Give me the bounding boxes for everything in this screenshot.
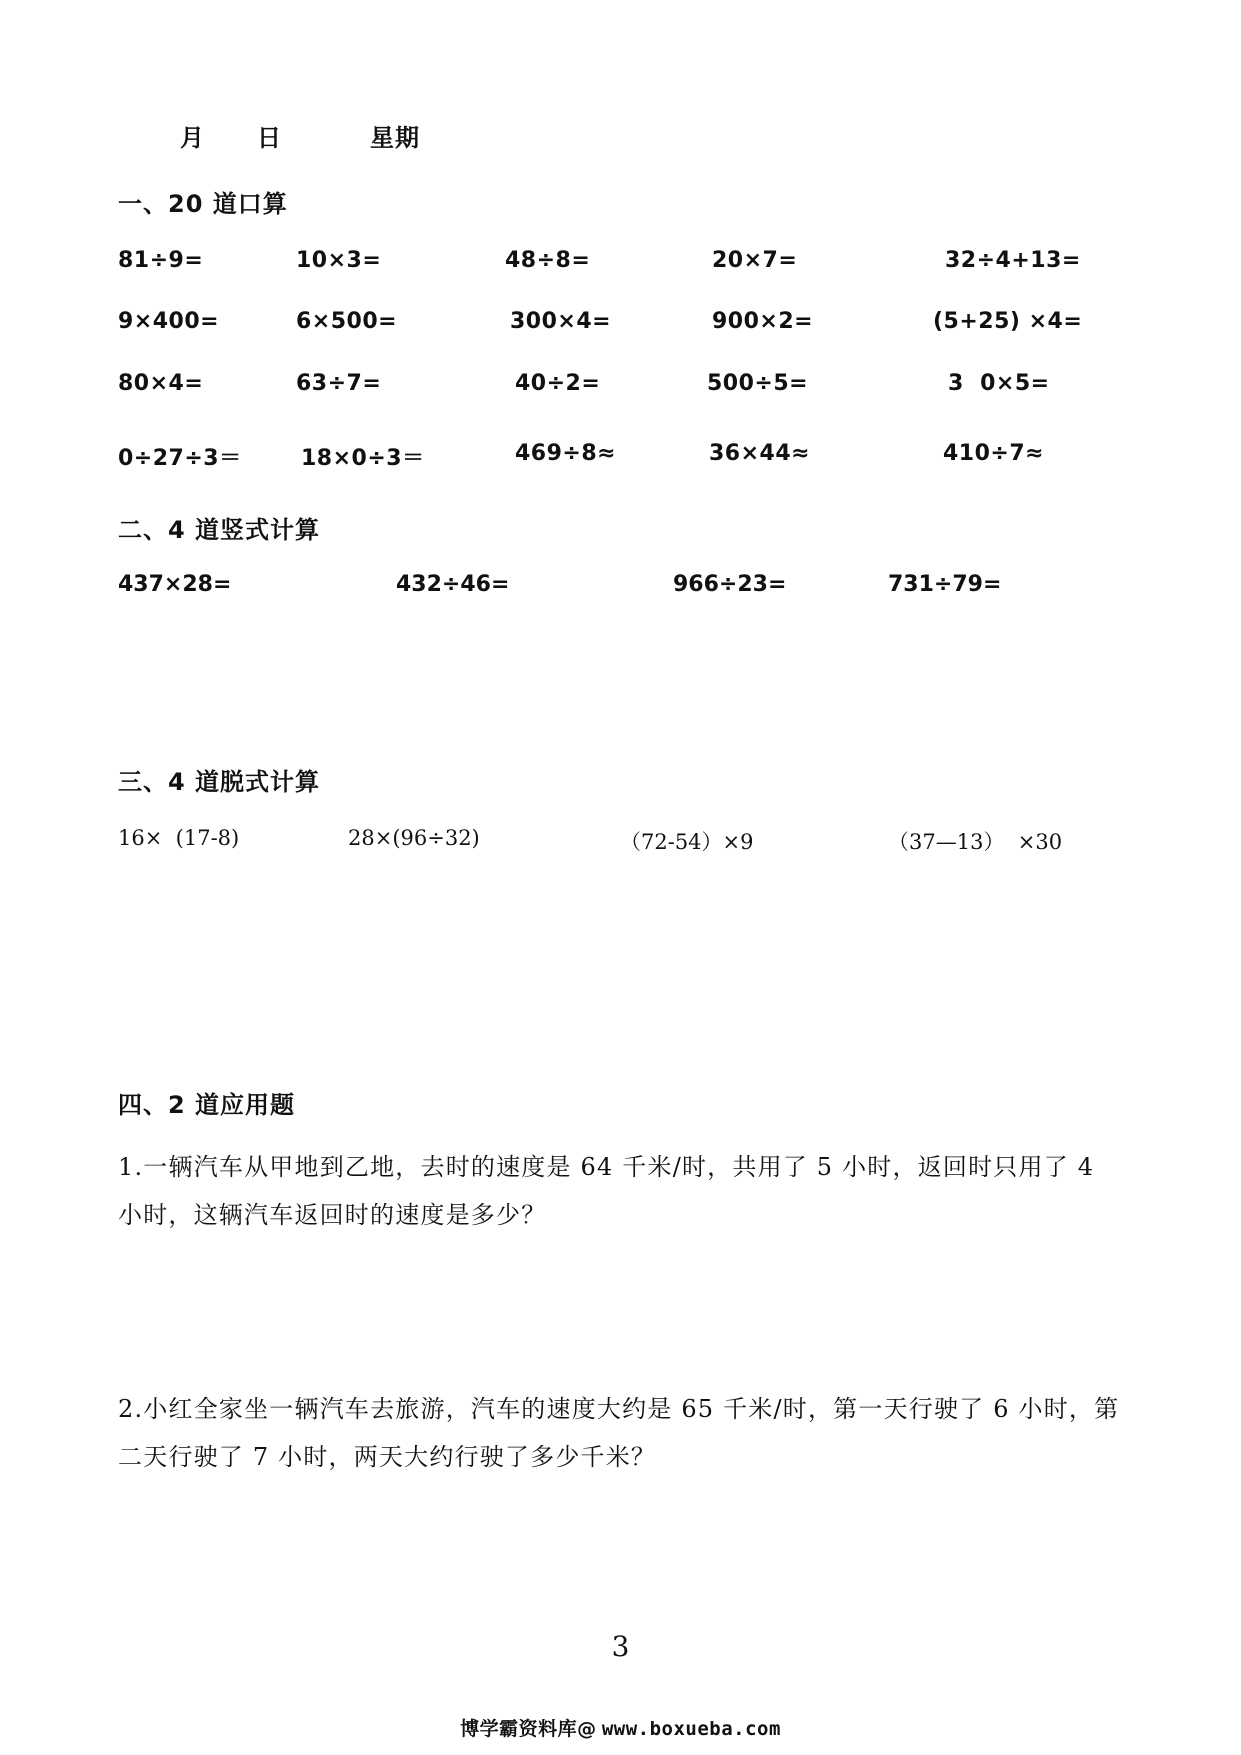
- step-problem: （37—13） ×30: [888, 830, 1063, 854]
- oral-problem: 48÷8=: [505, 248, 591, 273]
- section-word-title: 四、2 道应用题: [118, 1091, 296, 1119]
- oral-problem: 6×500=: [296, 309, 398, 334]
- oral-problem: 300×4=: [510, 309, 612, 334]
- oral-problem: (5+25) ×4=: [933, 309, 1083, 334]
- oral-problem: 500÷5=: [707, 371, 809, 396]
- section-oral-title: 一、20 道口算: [118, 190, 288, 218]
- oral-problem: 10×3=: [296, 248, 382, 273]
- word-problem-1: 1.一辆汽车从甲地到乙地，去时的速度是 64 千米/时，共用了 5 小时，返回时只用了 4 小时，这辆汽车返回时的速度是多少？: [118, 1153, 1095, 1229]
- oral-problem: 63÷7=: [296, 371, 382, 396]
- step-problem: 28×(96÷32): [348, 826, 480, 850]
- oral-problem: 9×400=: [118, 309, 220, 334]
- vertical-problem: 731÷79=: [888, 572, 1002, 597]
- oral-problem: 410÷7≈: [943, 441, 1045, 466]
- date-day-label: 日: [257, 124, 282, 152]
- oral-problem: 20×7=: [712, 248, 798, 273]
- oral-problem: 3 0×5=: [948, 371, 1050, 396]
- vertical-problem: 966÷23=: [673, 572, 787, 597]
- vertical-problem: 437×28=: [118, 572, 232, 597]
- oral-problem: 900×2=: [712, 309, 814, 334]
- oral-problem: 80×4=: [118, 371, 204, 396]
- oral-problem: 36×44≈: [709, 441, 811, 466]
- oral-problem: 18×0÷3＝: [301, 446, 425, 471]
- vertical-problem: 432÷46=: [396, 572, 510, 597]
- oral-problem: 81÷9=: [118, 248, 204, 273]
- step-problem: （72-54）×9: [620, 830, 754, 854]
- step-problem: 16× (17-8): [118, 826, 240, 850]
- section-vertical-title: 二、4 道竖式计算: [118, 516, 321, 544]
- page-number: 3: [611, 1630, 630, 1663]
- footer-brand: 博学霸资料库@: [460, 1718, 597, 1740]
- date-month-label: 月: [180, 124, 205, 152]
- date-weekday-label: 星期: [370, 124, 420, 152]
- footer-watermark: [0, 1714, 1241, 1741]
- oral-problem: 0÷27÷3＝: [118, 446, 242, 471]
- section-step-title: 三、4 道脱式计算: [118, 768, 321, 796]
- oral-problem: 469÷8≈: [515, 441, 617, 466]
- oral-problem: 40÷2=: [515, 371, 601, 396]
- footer-site: www.boxueba.com: [601, 1718, 781, 1740]
- word-problem-2: 2.小红全家坐一辆汽车去旅游，汽车的速度大约是 65 千米/时，第一天行驶了 6 小时，第二天行驶了 7 小时，两天大约行驶了多少千米？: [118, 1395, 1120, 1471]
- oral-problem: 32÷4+13=: [945, 248, 1081, 273]
